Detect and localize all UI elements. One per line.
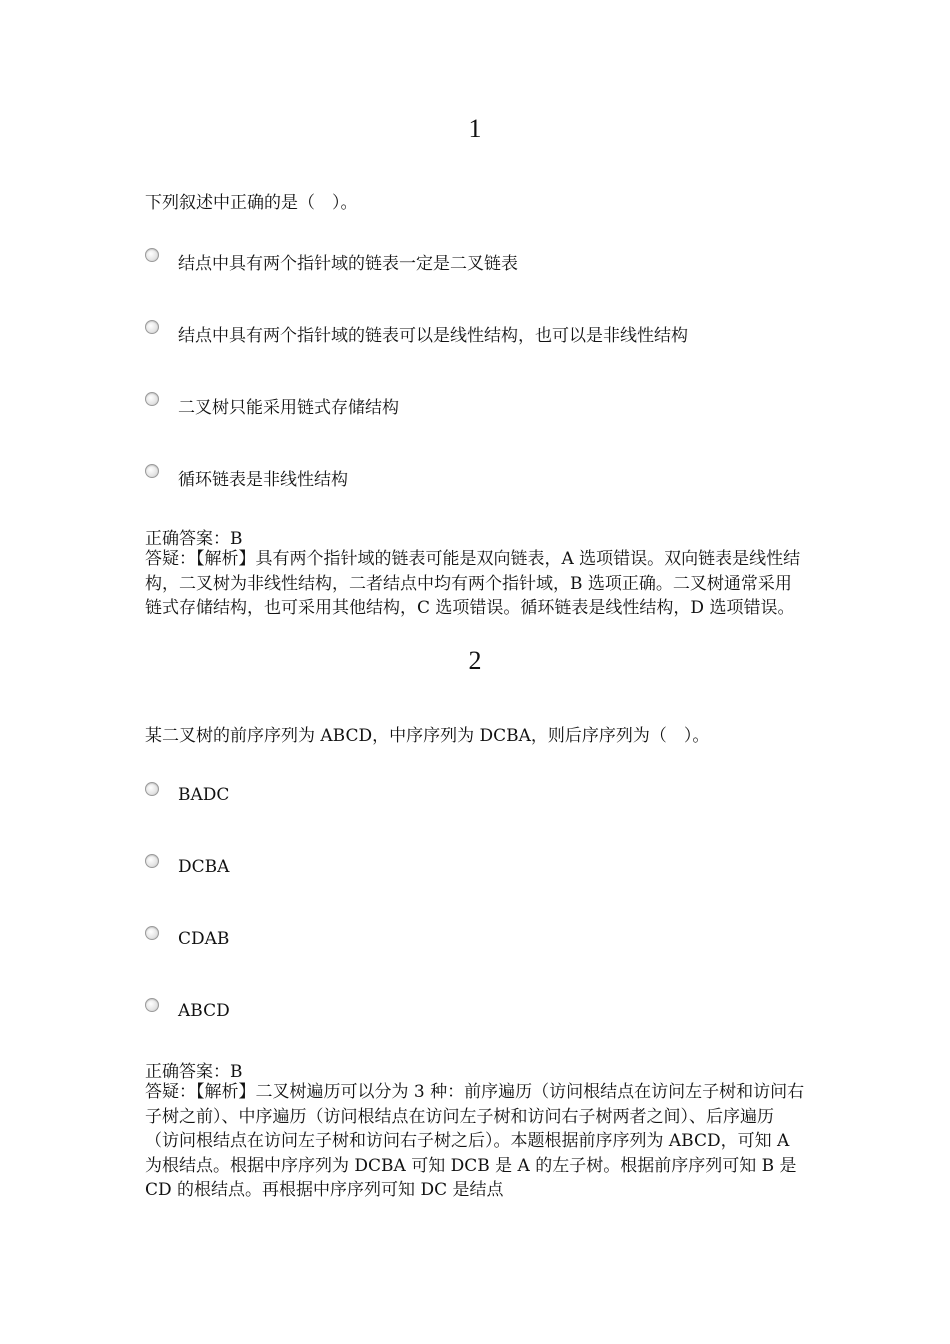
option-label: 循环链表是非线性结构 bbox=[178, 469, 348, 490]
option-2a[interactable] bbox=[145, 783, 229, 807]
option-2c[interactable] bbox=[145, 927, 229, 951]
option-label: ABCD bbox=[178, 1001, 230, 1021]
option-2b[interactable] bbox=[145, 855, 229, 879]
radio-button[interactable] bbox=[145, 782, 159, 796]
radio-button[interactable] bbox=[145, 998, 159, 1012]
option-label: 二叉树只能采用链式存储结构 bbox=[178, 397, 399, 418]
option-1c[interactable] bbox=[145, 393, 399, 417]
option-1d[interactable] bbox=[145, 465, 348, 489]
explanation-2: 答疑：【解析】二叉树遍历可以分为 3 种：前序遍历（访问根结点在访问左子树和访问右子树之前）、中序遍历（访问根结点在访问左子树和访问右子树两者之间）、后序遍历（访问根结点在访问左子树和访问右子树之后）。本题根据前序序列为 ABCD，可知 A 为根结点。根据中序序列为 DCBA 可知 DCB 是 A 的左子树。根据前序序列可知 B 是 CD 的根结点。再根据中序序列可知 DC 是结点 bbox=[145, 1082, 805, 1200]
option-label: BADC bbox=[178, 785, 230, 805]
option-label: 结点中具有两个指针域的链表可以是线性结构，也可以是非线性结构 bbox=[178, 325, 688, 346]
radio-button[interactable] bbox=[145, 392, 159, 406]
question-text-1: 下列叙述中正确的是（ ）。 bbox=[145, 193, 358, 213]
correct-answer-2: 正确答案：B bbox=[145, 1062, 243, 1082]
question-number-2: 2 bbox=[468, 646, 482, 675]
radio-button[interactable] bbox=[145, 854, 159, 868]
option-2d[interactable] bbox=[145, 999, 230, 1023]
option-label: CDAB bbox=[178, 929, 230, 949]
correct-answer-1: 正确答案：B bbox=[145, 529, 243, 549]
radio-button[interactable] bbox=[145, 464, 159, 478]
radio-button[interactable] bbox=[145, 248, 159, 262]
radio-button[interactable] bbox=[145, 926, 159, 940]
question-number-1: 1 bbox=[468, 114, 482, 143]
explanation-1: 答疑：【解析】具有两个指针域的链表可能是双向链表，A 选项错误。双向链表是线性结构，二叉树为非线性结构，二者结点中均有两个指针域，B 选项正确。二叉树通常采用链式存储结构，也可采用其他结构，C 选项错误。循环链表是线性结构，D 选项错误。 bbox=[145, 549, 801, 618]
option-label: 结点中具有两个指针域的链表一定是二叉链表 bbox=[178, 253, 518, 274]
option-1a[interactable] bbox=[145, 249, 518, 273]
option-1b[interactable] bbox=[145, 321, 688, 345]
question-text-2: 某二叉树的前序序列为 ABCD，中序序列为 DCBA，则后序序列为（ ）。 bbox=[145, 726, 710, 746]
radio-button[interactable] bbox=[145, 320, 159, 334]
option-label: DCBA bbox=[178, 857, 230, 877]
